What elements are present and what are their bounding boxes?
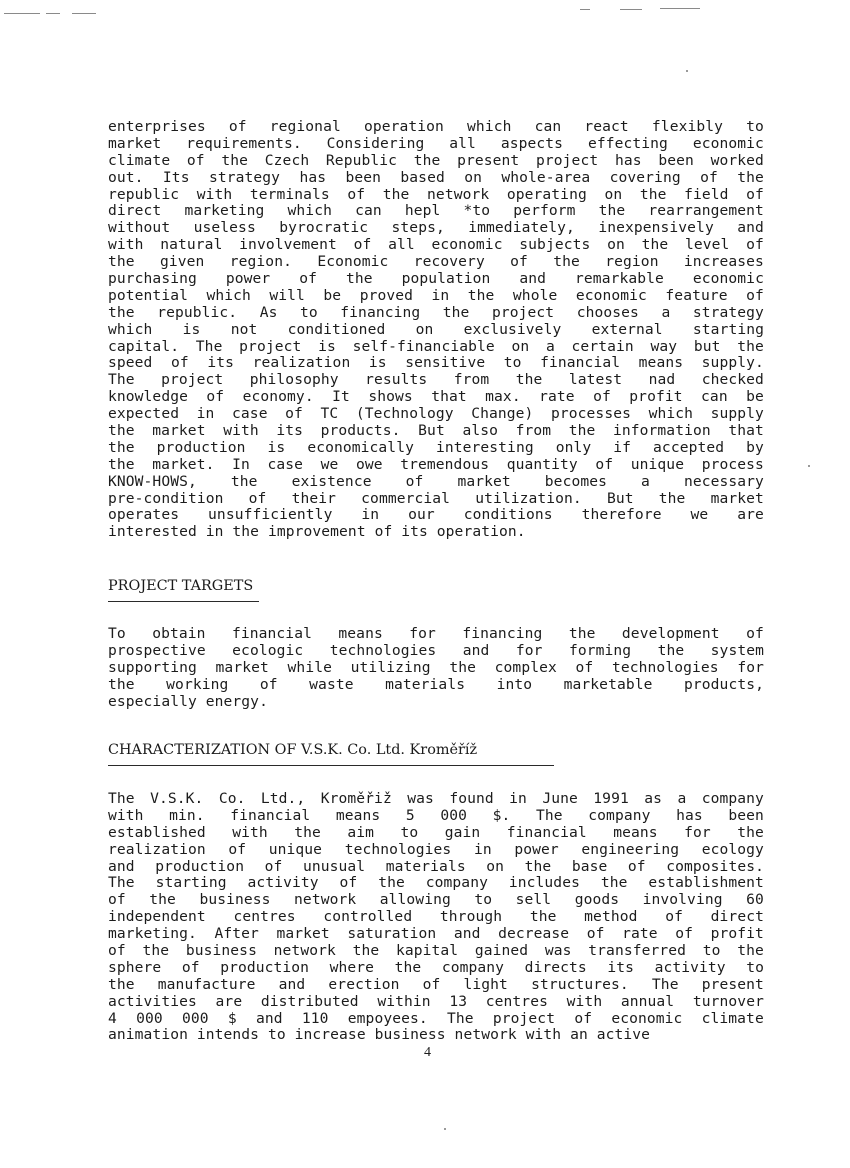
characterization-heading: CHARACTERIZATION OF V.S.K. Co. Ltd. Kroměříž <box>108 742 478 758</box>
text-line: activities are distributed within 13 centres with annual turnover <box>108 992 764 1010</box>
project-targets-underline <box>108 601 259 602</box>
text-line: To obtain financial means for financing the development of <box>108 625 764 642</box>
text-line: 4 000 000 $ and 110 empoyees. The project of economic climate <box>108 1009 764 1027</box>
text-line: enterprises of regional operation which can react flexibly to <box>108 118 764 135</box>
text-line: KNOW-HOWS, the existence of market becomes a necessary <box>108 472 764 490</box>
scan-artifact <box>686 70 688 72</box>
text-line: purchasing power of the population and remarkable economic <box>108 270 764 288</box>
text-line: climate of the Czech Republic the present project has been worked <box>108 151 764 169</box>
text-line: without useless byrocratic steps, immediately, inexpensively and <box>108 219 764 237</box>
scan-artifact <box>660 8 700 9</box>
text-line: prospective ecologic technologies and for forming the system <box>108 641 764 659</box>
text-line: the republic. As to financing the project chooses a strategy <box>108 303 764 321</box>
text-line: the market. In case we owe tremendous quantity of unique process <box>108 455 764 473</box>
characterization-paragraph <box>108 791 764 1044</box>
text-line: the given region. Economic recovery of the region increases <box>108 253 764 271</box>
text-line: the manufacture and erection of light structures. The present <box>108 975 764 993</box>
text-line: pre-condition of their commercial utilization. But the market <box>108 489 764 507</box>
text-line: interested in the improvement of its operation. <box>108 523 526 541</box>
page-number: 4 <box>424 1045 431 1060</box>
text-line: the production is economically interesting only if accepted by <box>108 438 764 456</box>
text-line: independent centres controlled through the method of direct <box>108 908 764 926</box>
text-line: republic with terminals of the network operating on the field of <box>108 185 764 203</box>
scan-artifact <box>4 13 40 14</box>
text-line: the working of waste materials into marketable products, <box>108 675 764 693</box>
text-line: with min. financial means 5 000 $. The company has been <box>108 806 764 824</box>
scan-artifact <box>444 1128 446 1130</box>
text-line: direct marketing which can hepl *to perform the rearrangement <box>108 202 764 220</box>
text-line: especially energy. <box>108 692 268 710</box>
scan-artifact <box>620 9 642 10</box>
text-line: marketing. After market saturation and decrease of rate of profit <box>108 925 764 943</box>
text-line: potential which will be proved in the whole economic feature of <box>108 286 764 304</box>
intro-paragraph <box>108 119 764 541</box>
text-line: operates unsufficiently in our conditions therefore we are <box>108 506 764 524</box>
scan-artifact <box>46 13 60 14</box>
text-line: The starting activity of the company includes the establishment <box>108 874 764 892</box>
text-line: which is not conditioned on exclusively external starting <box>108 320 764 338</box>
text-line: the market with its products. But also from the information that <box>108 422 764 440</box>
text-line: expected in case of TC (Technology Change) processes which supply <box>108 405 764 423</box>
scan-artifact <box>580 9 590 10</box>
scan-artifact <box>808 465 810 467</box>
text-line: of the business network the kapital gained was transferred to the <box>108 942 764 960</box>
text-line: animation intends to increase business network with an active <box>108 1026 651 1044</box>
text-line: with natural involvement of all economic subjects on the level of <box>108 236 764 254</box>
text-line: out. Its strategy has been based on whole-area covering of the <box>108 168 764 186</box>
scan-artifact <box>72 13 96 14</box>
text-line: of the business network allowing to sell goods involving 60 <box>108 891 764 909</box>
text-line: The V.S.K. Co. Ltd., Kroměřiž was found in June 1991 as a company <box>108 790 764 807</box>
text-line: realization of unique technologies in power engineering ecology <box>108 840 764 858</box>
text-line: and production of unusual materials on the base of composites. <box>108 857 764 875</box>
text-line: market requirements. Considering all aspects effecting economic <box>108 134 764 152</box>
text-line: sphere of production where the company directs its activity to <box>108 958 764 976</box>
text-line: The project philosophy results from the latest nad checked <box>108 371 764 389</box>
text-line: established with the aim to gain financial means for the <box>108 823 764 841</box>
text-line: supporting market while utilizing the complex of technologies for <box>108 658 764 676</box>
text-line: knowledge of economy. It shows that max. rate of profit can be <box>108 388 764 406</box>
characterization-underline <box>108 765 554 766</box>
text-line: speed of its realization is sensitive to financial means supply. <box>108 354 764 372</box>
targets-paragraph <box>108 626 764 710</box>
project-targets-heading: PROJECT TARGETS <box>108 578 254 594</box>
text-line: capital. The project is self-financiable on a certain way but the <box>108 337 764 355</box>
